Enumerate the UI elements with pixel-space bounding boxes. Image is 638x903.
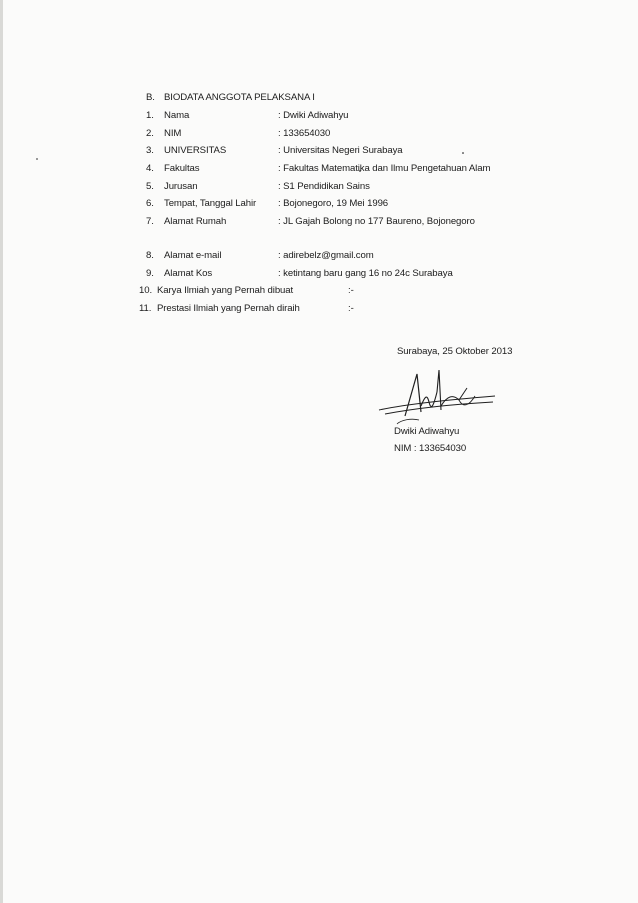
row-value: : 133654030 (278, 128, 331, 139)
row-label: Jurusan (164, 181, 198, 192)
signatory-name: Dwiki Adiwahyu (394, 426, 460, 437)
section-heading (146, 92, 315, 103)
row-label: Karya Ilmiah yang Pernah dibuat (157, 285, 294, 296)
scan-speck (36, 158, 38, 160)
row-value: : adirebelz@gmail.com (278, 250, 374, 261)
row-value: : Universitas Negeri Surabaya (278, 145, 403, 156)
row-number: 4. (146, 163, 154, 174)
row-number: 2. (146, 128, 154, 139)
row-label: Tempat, Tanggal Lahir (164, 198, 257, 209)
row-label: Fakultas (164, 163, 200, 174)
heading-text: BIODATA ANGGOTA PELAKSANA I (164, 92, 315, 103)
row-label: Nama (164, 110, 190, 121)
row-value: : Fakultas Matematika dan Ilmu Pengetahuan Alam (278, 163, 491, 174)
scan-edge (0, 0, 3, 903)
row-value: :- (348, 303, 354, 314)
row-label: Prestasi Ilmiah yang Pernah diraih (157, 303, 300, 314)
row-label: Alamat Kos (164, 268, 213, 279)
row-value: : Dwiki Adiwahyu (278, 110, 349, 121)
row-value: : Bojonegoro, 19 Mei 1996 (278, 198, 389, 209)
row-label: NIM (164, 128, 182, 139)
row-label: UNIVERSITAS (164, 145, 227, 156)
row-number: 6. (146, 198, 154, 209)
row-value: : S1 Pendidikan Sains (278, 181, 370, 192)
row-number: 1. (146, 110, 154, 121)
row-label: Alamat e-mail (164, 250, 222, 261)
signature-place-date: Surabaya, 25 Oktober 2013 (397, 346, 513, 357)
row-number: 7. (146, 216, 154, 227)
row-number: 9. (146, 268, 154, 279)
row-number: 11. (139, 303, 152, 314)
scan-speck (462, 152, 464, 154)
signatory-nim: NIM : 133654030 (394, 443, 467, 454)
row-label: Alamat Rumah (164, 216, 227, 227)
row-value: : ketintang baru gang 16 no 24c Surabaya (278, 268, 453, 279)
row-number: 10. (139, 285, 153, 296)
row-number: 5. (146, 181, 154, 192)
row-value: : JL Gajah Bolong no 177 Baureno, Bojonegoro (278, 216, 475, 227)
heading-number: B. (146, 92, 155, 103)
row-number: 3. (146, 145, 154, 156)
row-number: 8. (146, 250, 154, 261)
row-value: :- (348, 285, 354, 296)
